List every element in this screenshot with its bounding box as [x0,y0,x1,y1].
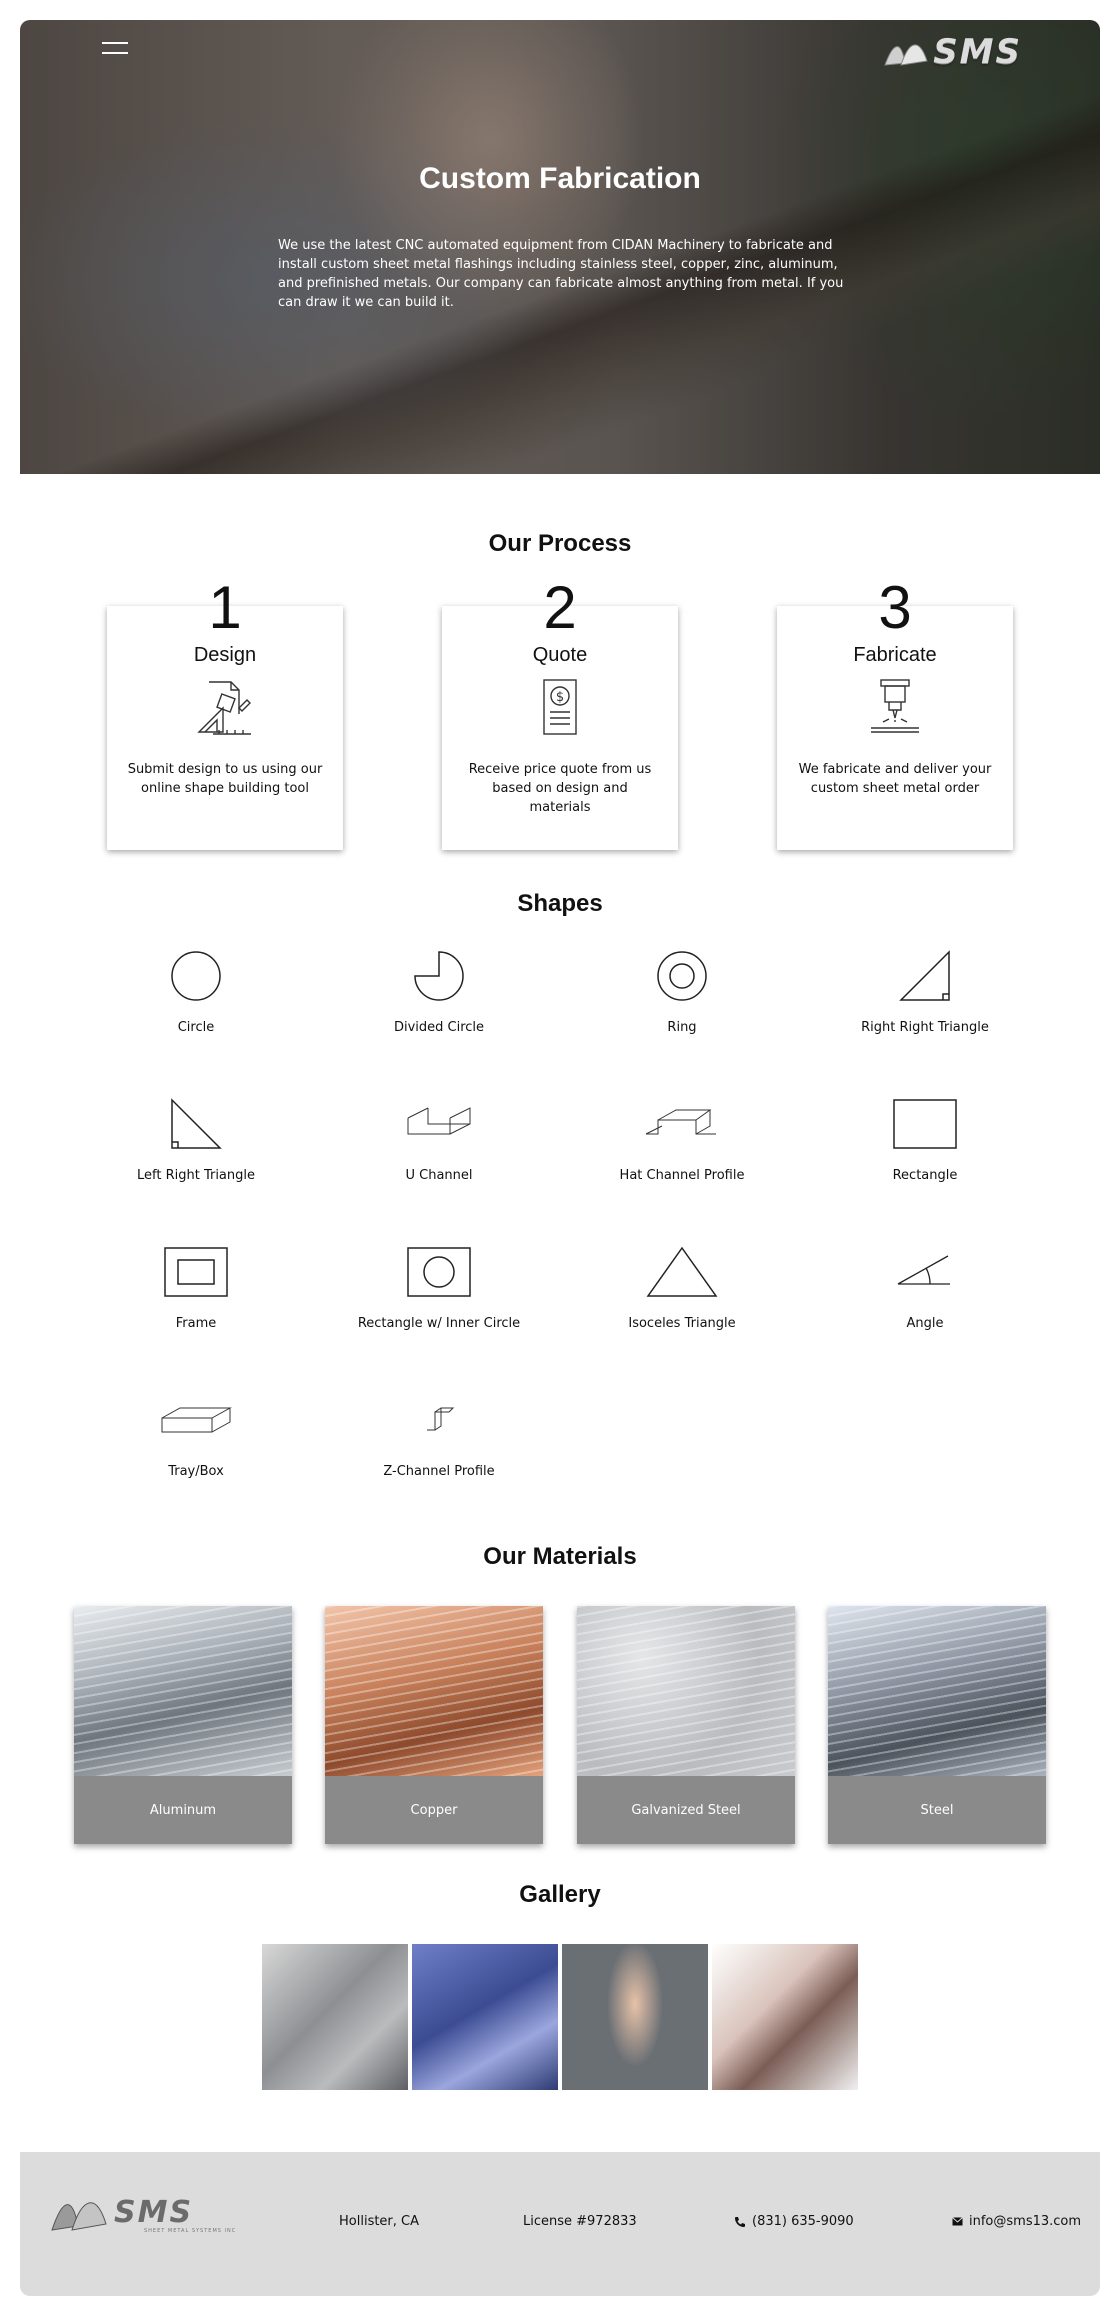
hero-title: Custom Fabrication [419,162,701,195]
price-quote-icon [530,678,590,738]
shape-label: Divided Circle [393,1020,485,1035]
header-logo[interactable] [883,32,1022,72]
material-label: Steel [828,1776,1046,1844]
step-number: 3 [878,574,912,641]
material-card-aluminum[interactable] [74,1606,292,1844]
cnc-machine-icon [865,678,925,738]
divided-circle-icon [409,946,469,1006]
envelope-icon [952,2217,963,2226]
process-card-fabricate [777,574,1013,850]
step-number: 1 [208,574,242,641]
u-channel-icon [404,1094,474,1154]
shape-circle[interactable] [76,946,316,1035]
ring-icon [652,946,712,1006]
phone-icon [734,2216,746,2228]
material-image [74,1606,292,1776]
hero-banner [20,20,1100,474]
shape-rectangle[interactable] [805,1094,1045,1183]
design-tools-icon [195,678,255,738]
shape-label: Tray/Box [168,1464,224,1479]
footer-email[interactable] [952,2214,1081,2229]
angle-icon [890,1242,960,1302]
license-text: License #972833 [523,2214,637,2229]
footer-logo-text: SMS [114,2194,194,2230]
svg-text:$: $ [555,690,565,705]
shape-left-right-triangle[interactable] [76,1094,316,1183]
shapes-title: Shapes [517,890,603,917]
shape-z-channel[interactable] [319,1390,559,1479]
material-image [325,1606,543,1776]
material-label: Copper [325,1776,543,1844]
logo-text: SMS [933,32,1022,72]
shape-tray-box[interactable] [76,1390,316,1479]
shape-hat-channel[interactable] [562,1094,802,1183]
footer-license [523,2214,637,2229]
tray-box-icon [156,1390,236,1450]
isoceles-triangle-icon [642,1242,722,1302]
hero-description: We use the latest CNC automated equipment from CIDAN Machinery to fabricate and install custom sheet metal flashings including stainless steel, copper, zinc, aluminum, and prefinished metals. Our company can fabricate almost anything from metal. If you can draw it we can build it. [278,238,844,310]
email-text: info@sms13.com [969,2214,1082,2229]
process-title: Our Process [488,530,632,557]
logo-wave-icon [50,2192,108,2232]
gallery-image-4[interactable] [712,1944,858,2090]
step-title: Design [193,644,257,666]
gallery-title: Gallery [519,1881,601,1908]
shape-label: Ring [667,1020,697,1035]
step-number: 2 [543,574,577,641]
process-card-design [107,574,343,850]
phone-text: (831) 635-9090 [752,2214,854,2229]
shape-label: Left Right Triangle [136,1168,255,1183]
process-card-quote [442,574,678,850]
footer-location [339,2214,419,2229]
material-image [828,1606,1046,1776]
gallery-image-3[interactable] [562,1944,708,2090]
shape-ring[interactable] [562,946,802,1035]
step-title: Quote [532,644,588,666]
shape-label: Rectangle [892,1168,958,1183]
rectangle-icon [890,1094,960,1154]
logo-wave-icon [883,37,929,67]
shape-label: Frame [175,1316,217,1331]
shape-label: Circle [177,1020,215,1035]
step-description: We fabricate and deliver your custom sheet metal order [798,762,992,796]
frame-icon [161,1242,231,1302]
shape-u-channel[interactable] [319,1094,559,1183]
shape-label: Hat Channel Profile [619,1168,745,1183]
shape-label: U Channel [405,1168,473,1183]
shape-frame[interactable] [76,1242,316,1331]
hat-channel-icon [642,1094,722,1154]
left-right-triangle-icon [166,1094,226,1154]
hamburger-menu-icon[interactable] [102,42,128,58]
right-right-triangle-icon [895,946,955,1006]
material-image [577,1606,795,1776]
footer-logo-subtext: SHEET METAL SYSTEMS INC [144,2228,237,2234]
rectangle-inner-circle-icon [404,1242,474,1302]
footer-logo[interactable] [50,2192,237,2234]
material-label: Galvanized Steel [577,1776,795,1844]
footer-phone[interactable] [734,2214,854,2229]
shape-label: Isoceles Triangle [628,1316,736,1331]
step-description: Submit design to us using our online shape building tool [127,762,323,796]
shape-divided-circle[interactable] [319,946,559,1035]
shape-isoceles-triangle[interactable] [562,1242,802,1331]
materials-title: Our Materials [483,1543,637,1570]
circle-icon [166,946,226,1006]
material-card-steel[interactable] [828,1606,1046,1844]
footer [20,2152,1100,2296]
step-description: Receive price quote from us based on design and materials [468,762,652,815]
shape-label: Z-Channel Profile [383,1464,495,1479]
shape-angle[interactable] [805,1242,1045,1331]
shape-right-right-triangle[interactable] [805,946,1045,1035]
step-title: Fabricate [853,644,937,666]
z-channel-icon [409,1390,469,1450]
gallery-image-2[interactable] [412,1944,558,2090]
material-card-galvanized-steel[interactable] [577,1606,795,1844]
material-label: Aluminum [74,1776,292,1844]
location-text: Hollister, CA [339,2214,420,2229]
shape-rectangle-inner-circle[interactable] [319,1242,559,1331]
shape-label: Angle [906,1316,944,1331]
shape-label: Rectangle w/ Inner Circle [357,1316,521,1331]
material-card-copper[interactable] [325,1606,543,1844]
shape-label: Right Right Triangle [861,1020,989,1035]
gallery-image-1[interactable] [262,1944,408,2090]
